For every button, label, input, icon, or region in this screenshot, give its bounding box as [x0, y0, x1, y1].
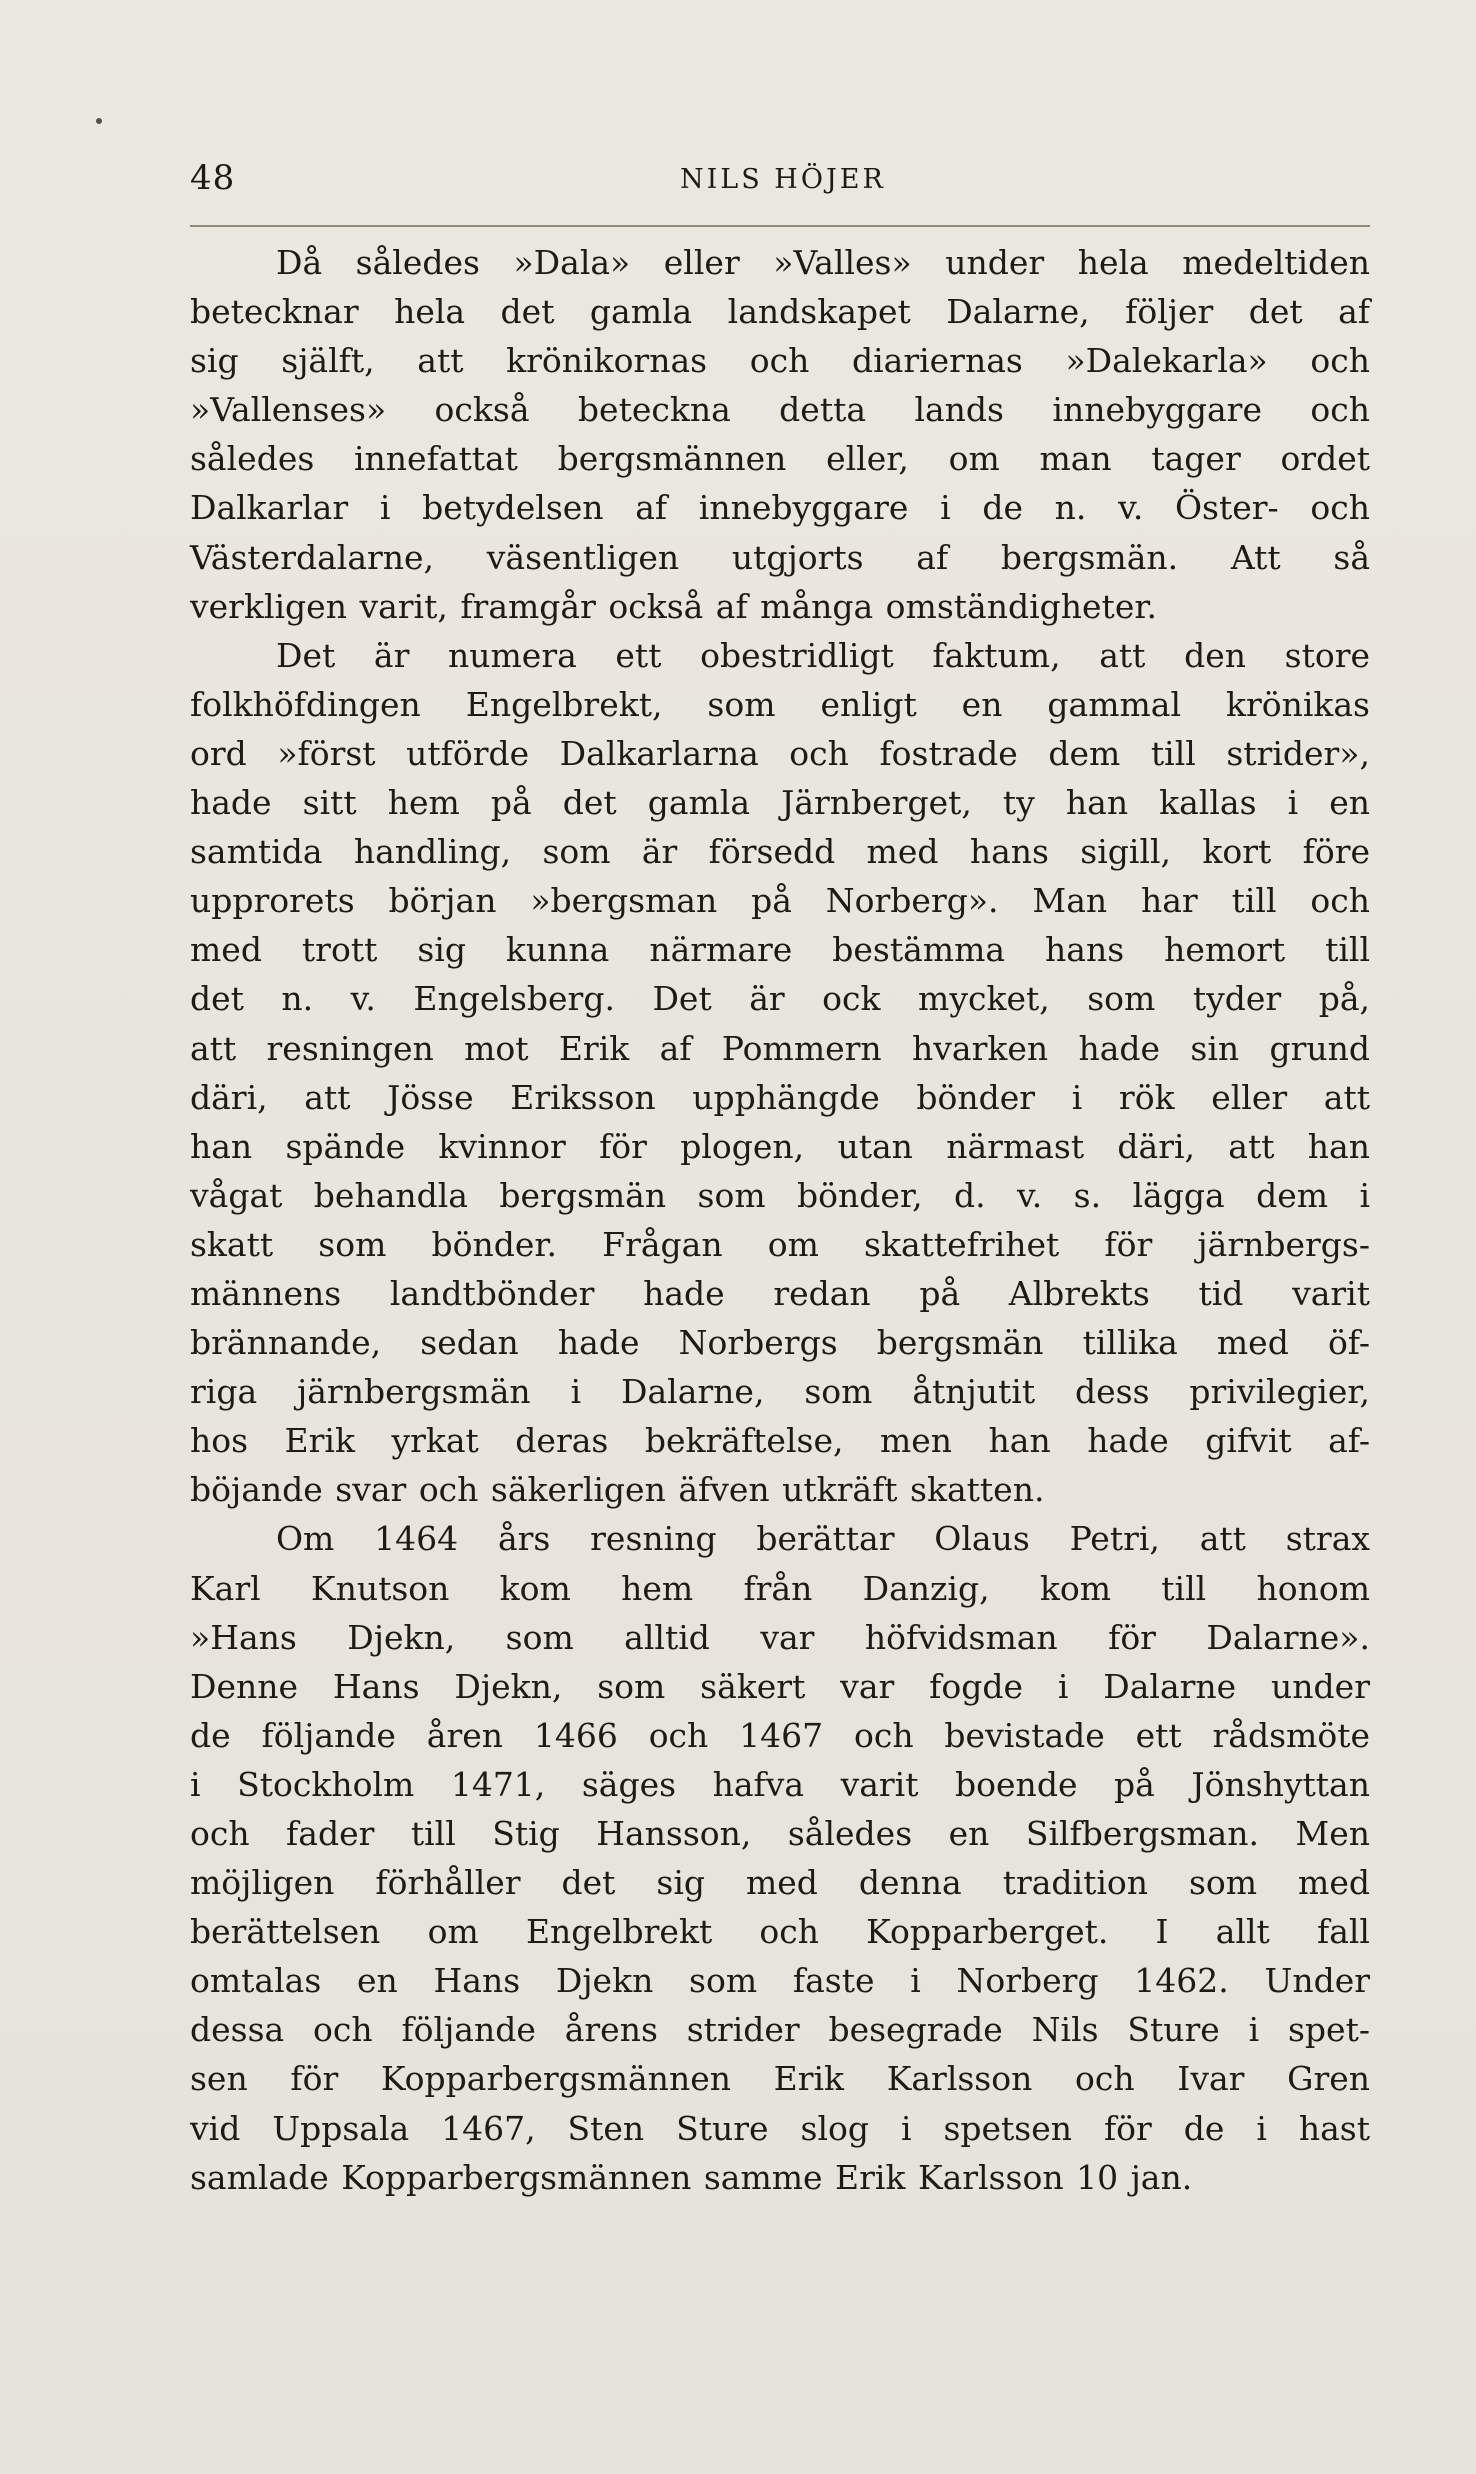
text-line: »Hans Djekn, som alltid var höfvidsman för Dalarne».: [190, 1617, 1370, 1657]
text-line: Det är numera ett obestridligt faktum, att den store: [276, 635, 1370, 675]
text-line: hos Erik yrkat deras bekräftelse, men han hade gifvit af-: [190, 1421, 1370, 1461]
text-line: Om 1464 års resning berättar Olaus Petri, att strax: [276, 1519, 1370, 1559]
text-line: Då således »Dala» eller »Valles» under hela medeltiden: [276, 243, 1370, 282]
text-line: omtalas en Hans Djekn som faste i Norberg 1462. Under: [190, 1961, 1370, 2001]
text-line: de följande åren 1466 och 1467 och bevistade ett rådsmöte: [190, 1715, 1370, 1755]
text-line: med trott sig kunna närmare bestämma hans hemort till: [190, 930, 1370, 970]
text-line: samlade Kopparbergsmännen samme Erik Karlsson 10 jan.: [190, 2157, 1193, 2197]
text-line: att resningen mot Erik af Pommern hvarken hade sin grund: [190, 1028, 1370, 1068]
text-line: Denne Hans Djekn, som säkert var fogde i Dalarne under: [190, 1666, 1370, 1706]
text-line: sig själft, att krönikornas och diariernas »Dalekarla» och: [190, 341, 1370, 381]
text-line: brännande, sedan hade Norbergs bergsmän tillika med öf-: [190, 1323, 1370, 1363]
text-line: Dalkarlar i betydelsen af innebyggare i de n. v. Öster- och: [190, 488, 1370, 528]
text-line: berättelsen om Engelbrekt och Kopparberget. I allt fall: [190, 1912, 1370, 1952]
text-line: således innefattat bergsmännen eller, om man tager ordet: [190, 439, 1370, 479]
text-line: han spände kvinnor för plogen, utan närmast däri, att han: [190, 1126, 1370, 1166]
ink-speck: [96, 118, 102, 124]
page-number: 48: [190, 158, 236, 198]
text-line: möjligen förhåller det sig med denna tradition som med: [190, 1863, 1370, 1903]
text-line: skatt som bönder. Frågan om skattefrihet för järnbergs-: [190, 1224, 1370, 1264]
text-line: verkligen varit, framgår också af många omständigheter.: [190, 586, 1157, 626]
text-line: och fader till Stig Hansson, således en Silfbergsman. Men: [190, 1814, 1370, 1853]
text-line: Karl Knutson kom hem från Danzig, kom till honom: [190, 1568, 1370, 1608]
running-head: NILS HÖJER: [680, 164, 886, 195]
text-line: vågat behandla bergsmän som bönder, d. v. s. lägga dem i: [190, 1175, 1370, 1215]
text-line: dessa och följande årens strider besegrade Nils Sture i spet-: [190, 2010, 1370, 2050]
text-line: i Stockholm 1471, säges hafva varit boende på Jönshyttan: [190, 1764, 1370, 1804]
text-line: folkhöfdingen Engelbrekt, som enligt en gammal krönikas: [190, 684, 1370, 724]
body-text: [190, 238, 1370, 2202]
text-line: betecknar hela det gamla landskapet Dalarne, följer det af: [190, 292, 1370, 332]
header-rule: [190, 225, 1370, 227]
text-line: männens landtbönder hade redan på Albrekts tid varit: [190, 1273, 1370, 1313]
text-line: samtida handling, som är försedd med hans sigill, kort före: [190, 832, 1370, 872]
text-line: hade sitt hem på det gamla Järnberget, ty han kallas i en: [190, 783, 1370, 823]
text-line: det n. v. Engelsberg. Det är ock mycket, som tyder på,: [190, 979, 1370, 1019]
text-line: »Vallenses» också beteckna detta lands innebyggare och: [190, 390, 1370, 430]
text-line: böjande svar och säkerligen äfven utkräft skatten.: [190, 1470, 1045, 1510]
text-line: ord »först utförde Dalkarlarna och fostrade dem till strider»,: [190, 733, 1370, 773]
page-header: [190, 152, 1370, 208]
text-line: upprorets början »bergsman på Norberg». Man har till och: [190, 881, 1370, 921]
text-line: vid Uppsala 1467, Sten Sture slog i spetsen för de i hast: [190, 2108, 1370, 2148]
text-line: Västerdalarne, väsentligen utgjorts af bergsmän. Att så: [190, 537, 1370, 577]
text-line: sen för Kopparbergsmännen Erik Karlsson och Ivar Gren: [190, 2059, 1370, 2099]
text-line: riga järnbergsmän i Dalarne, som åtnjutit dess privilegier,: [190, 1372, 1370, 1412]
text-line: däri, att Jösse Eriksson upphängde bönder i rök eller att: [190, 1077, 1370, 1117]
